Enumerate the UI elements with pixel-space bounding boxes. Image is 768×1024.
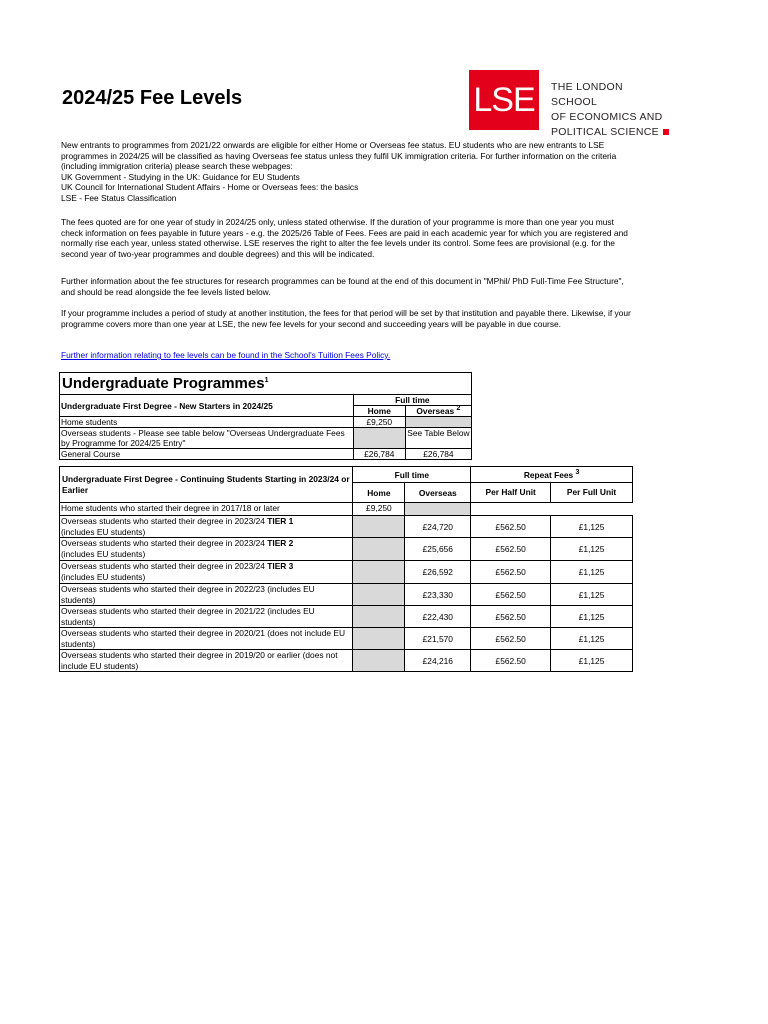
intro-fees-duration <box>61 217 636 259</box>
footnote-marker: 2 <box>456 405 461 413</box>
row-label-suffix: (includes EU students) <box>61 548 146 559</box>
overseas-fee: See Table Below <box>405 428 471 449</box>
home-fee <box>353 584 405 606</box>
full-unit-fee: £1,125 <box>551 516 633 538</box>
table-row <box>60 428 472 449</box>
table-row <box>60 538 633 561</box>
full-unit-fee: £1,125 <box>551 538 633 561</box>
overseas-fee: £26,592 <box>405 561 471 584</box>
table-header-row <box>60 467 633 483</box>
guidance-link-2[interactable]: UK Council for International Student Affairs - Home or Overseas fees: the basics <box>61 182 359 193</box>
home-fee <box>353 650 405 672</box>
overseas-fee: £22,430 <box>405 606 471 628</box>
overseas-fee: £24,720 <box>405 516 471 538</box>
table-header-row <box>60 395 472 406</box>
overseas-header-text: Overseas <box>416 406 455 416</box>
table-row <box>60 561 633 584</box>
tier-label: TIER 1 <box>267 516 294 526</box>
row-label <box>60 561 353 584</box>
home-fee <box>353 538 405 561</box>
half-unit-fee: £562.50 <box>471 584 551 606</box>
page-title: 2024/25 Fee Levels <box>62 87 243 109</box>
table-row <box>60 606 633 628</box>
full-unit-fee: £1,125 <box>551 584 633 606</box>
logo-line-3 <box>551 125 671 140</box>
repeat-fees-header <box>471 467 633 483</box>
home-fee: £26,784 <box>353 449 405 460</box>
overseas-fee: £21,570 <box>405 628 471 650</box>
home-fee <box>353 561 405 584</box>
row-label <box>60 516 353 538</box>
home-column-header: Home <box>353 483 405 503</box>
continuing-students-fee-table <box>59 466 633 672</box>
home-fee: £9,250 <box>353 417 405 428</box>
row-label: Home students <box>60 417 354 428</box>
footnote-marker: 1 <box>264 377 269 384</box>
table-subtitle: Undergraduate First Degree - Continuing Students Starting in 2023/24 or Earlier <box>60 467 353 503</box>
half-unit-fee: £562.50 <box>471 516 551 538</box>
policy-link-container <box>61 350 636 361</box>
row-label: Home students who started their degree in 2017/18 or later <box>60 503 353 516</box>
tier-label: TIER 2 <box>267 538 294 548</box>
table-title <box>60 373 472 395</box>
table-row <box>60 503 633 516</box>
intro-paragraph-1: New entrants to programmes from 2021/22 onwards are eligible for either Home or Overseas fee status. EU students who are new entrants to LSE programmes in 2024/25 will be classified as having Overseas fee status unless they fulfil UK immigration criteria. For further information on the criteria (including immigration criteria) please search these webpages: <box>61 140 617 172</box>
intro-paragraph-4: If your programme includes a period of study at another institution, the fees for that period will be set by that institution and payable there. Likewise, if your programme covers more than one year at LSE, the new fee levels for your second and succeeding years will be payable in due course. <box>61 308 631 329</box>
home-fee <box>353 428 405 449</box>
new-starters-fee-table <box>59 372 472 460</box>
overseas-column-header <box>405 406 471 417</box>
intro-fee-status <box>61 140 636 204</box>
full-time-header: Full time <box>353 467 471 483</box>
row-label-text: Overseas students who started their degree in 2023/24 <box>61 561 268 571</box>
full-unit-fee: £1,125 <box>551 650 633 672</box>
row-label: Overseas students who started their degree in 2021/22 (includes EU students) <box>60 606 353 628</box>
home-column-header: Home <box>353 406 405 417</box>
home-fee: £9,250 <box>353 503 405 516</box>
tuition-fees-policy-link[interactable]: Further information relating to fee levels can be found in the School's Tuition Fees Policy. <box>61 350 391 360</box>
table-row <box>60 628 633 650</box>
row-label <box>60 538 353 561</box>
row-label: Overseas students who started their degree in 2020/21 (does not include EU students) <box>60 628 353 650</box>
logo-line-2: OF ECONOMICS AND <box>551 111 663 123</box>
home-fee <box>353 606 405 628</box>
table-subtitle: Undergraduate First Degree - New Starters in 2024/25 <box>60 395 354 417</box>
half-unit-column-header: Per Half Unit <box>471 483 551 503</box>
tier-label: TIER 3 <box>267 561 294 571</box>
row-label-suffix: (includes EU students) <box>61 526 146 537</box>
row-label-text: Overseas students who started their degree in 2023/24 <box>61 538 268 548</box>
table-row <box>60 650 633 672</box>
table-title-text: Undergraduate Programmes <box>62 375 265 392</box>
logo-line-1: THE LONDON SCHOOL <box>551 81 623 108</box>
full-time-header: Full time <box>353 395 471 406</box>
table-row <box>60 516 633 538</box>
row-label: Overseas students - Please see table below "Overseas Undergraduate Fees by Programme for 2024/25 Entry" <box>60 428 354 449</box>
logo-line-3-text: POLITICAL SCIENCE <box>551 126 659 138</box>
overseas-fee: £23,330 <box>405 584 471 606</box>
table-row <box>60 417 472 428</box>
row-label: Overseas students who started their degree in 2019/20 or earlier (does not include EU students) <box>60 650 353 672</box>
footnote-marker: 3 <box>575 468 580 476</box>
overseas-fee: £25,656 <box>405 538 471 561</box>
row-label-text: Overseas students who started their degree in 2023/24 <box>61 516 268 526</box>
overseas-fee: £24,216 <box>405 650 471 672</box>
lse-logo-wordmark <box>551 80 671 140</box>
home-fee <box>353 628 405 650</box>
full-unit-fee <box>551 503 633 516</box>
home-fee <box>353 516 405 538</box>
full-unit-fee: £1,125 <box>551 606 633 628</box>
half-unit-fee: £562.50 <box>471 650 551 672</box>
half-unit-fee: £562.50 <box>471 628 551 650</box>
half-unit-fee: £562.50 <box>471 606 551 628</box>
full-unit-column-header: Per Full Unit <box>551 483 633 503</box>
full-unit-fee: £1,125 <box>551 628 633 650</box>
intro-research-fees <box>61 276 636 297</box>
table-row <box>60 449 472 460</box>
half-unit-fee <box>471 503 551 516</box>
guidance-link-1[interactable]: UK Government - Studying in the UK: Guidance for EU Students <box>61 171 300 182</box>
table-title-row <box>60 373 472 395</box>
overseas-column-header: Overseas <box>405 483 471 503</box>
row-label-suffix: (includes EU students) <box>61 571 146 582</box>
row-label: General Course <box>60 449 354 460</box>
intro-paragraph-2: The fees quoted are for one year of study in 2024/25 only, unless stated otherwise. If the duration of your programme is more than one year you must check information on fees payable in future years - e.g. the 2025/26 Table of Fees. Fees are paid in each academic year for which you are registered and normally rise each year, unless stated otherwise. LSE reserves the right to alter the fee levels under its control. Some fees are provisional (e.g. for the second year of two-year programmes and double degrees) and this will be indicated. <box>61 217 628 259</box>
overseas-fee <box>405 417 471 428</box>
overseas-fee: £26,784 <box>405 449 471 460</box>
intro-paragraph-3: Further information about the fee structures for research programmes can be found at the end of this document in "MPhil/ PhD Full-Time Fee Structure", and should be read alongside the fee levels listed below. <box>61 276 624 297</box>
guidance-link-3[interactable]: LSE - Fee Status Classification <box>61 192 177 203</box>
logo-square-icon <box>663 129 669 135</box>
half-unit-fee: £562.50 <box>471 538 551 561</box>
row-label: Overseas students who started their degree in 2022/23 (includes EU students) <box>60 584 353 606</box>
table-row <box>60 584 633 606</box>
repeat-fees-text: Repeat Fees <box>523 469 574 480</box>
full-unit-fee: £1,125 <box>551 561 633 584</box>
intro-other-institution <box>61 308 636 329</box>
lse-logo-mark: LSE <box>469 70 539 130</box>
half-unit-fee: £562.50 <box>471 561 551 584</box>
overseas-fee <box>405 503 471 516</box>
